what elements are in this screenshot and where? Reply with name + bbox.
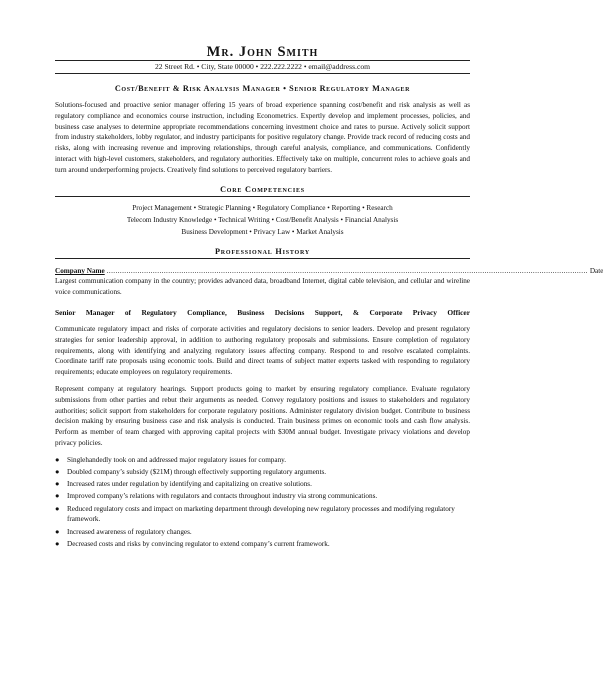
job-title: Senior Manager of Regulatory Compliance, Business Decisions Support, & Corporate Privacy Officer	[55, 308, 470, 318]
company-row	[55, 266, 603, 276]
section-divider	[55, 258, 470, 259]
competency-line: Project Management • Strategic Planning • Regulatory Compliance • Reporting • Research	[132, 203, 393, 212]
company-description: Largest communication company in the country; provides advanced data, broadband Internet, digital cable television, and cellular and wireline voice communications.	[55, 277, 470, 297]
resume-page	[55, 44, 603, 551]
achievement-text: Singlehandedly took on and addressed major regulatory issues for company.	[67, 455, 287, 464]
achievement-text: Increased rates under regulation by identifying and capitalizing on creative solutions.	[67, 480, 312, 489]
achievement-item	[55, 491, 470, 502]
contact-line: 22 Street Rd. • City, State 00000 • 222.222.2222 • email@address.com	[55, 60, 470, 74]
competency-line: Business Development • Privacy Law • Market Analysis	[181, 228, 344, 237]
bullet-icon: ●	[55, 454, 60, 464]
job-paragraph: Represent company at regulatory hearings. Support products going to market by ensuring regulatory compliance. Evaluate regulatory submissions from other parties and rebut their arguments as needed. Convey regulatory positions and issues to stakeholders and regulatory authorities; solicit support from stakeholders for corporate regulatory positions. Administer regulatory division budget. Contribute to business decision making by ensuring business case and risk analysis is conducted. Train business primes on economic tools and cash flow analysis. Perform as member of team charged with approving capital projects with $30M annual budget. Investigate privacy violations and develop privacy policies.	[55, 385, 470, 448]
job-paragraph: Communicate regulatory impact and risks of corporate activities and regulatory decisions to senior leaders. Develop and present regulatory strategies for senior leadership approval, in addition to authoring regulatory proposals and submissions. Ensure completion of regulatory requirements, along with identifying and analyzing regulatory issues affecting company. Respond to and resolve escalated complaints. Coordinate tariff rate proposals using economic tools. Build and direct teams of subject matter experts tasked with responding to regulatory requirements; educate employees on regulatory requirements.	[55, 325, 470, 377]
section-divider	[55, 196, 470, 197]
dot-leader: ...........................................................................................................................................................................................................................	[106, 267, 588, 276]
candidate-name: Mr. John Smith	[206, 44, 319, 60]
company-name: Company Name	[55, 267, 105, 276]
bullet-icon: ●	[55, 503, 60, 513]
achievement-item	[55, 479, 470, 490]
achievement-item	[55, 527, 470, 538]
headline: Cost/Benefit & Risk Analysis Manager • Senior Regulatory Manager	[114, 84, 411, 93]
bullet-icon: ●	[55, 479, 60, 489]
section-title-history: Professional History	[214, 247, 311, 257]
competencies-list	[55, 202, 470, 239]
bullet-icon: ●	[55, 538, 60, 548]
achievement-text: Decreased costs and risks by convincing regulator to extend company’s current framework.	[67, 539, 330, 548]
bullet-icon: ●	[55, 526, 60, 536]
achievement-item	[55, 539, 470, 550]
employment-date: Date	[589, 267, 603, 276]
achievements-list	[55, 455, 470, 550]
bullet-icon: ●	[55, 491, 60, 501]
achievement-text: Doubled company’s subsidy ($21M) through effectively supporting regulatory arguments.	[67, 468, 327, 477]
achievement-item	[55, 467, 470, 478]
section-title-competencies: Core Competencies	[220, 184, 305, 194]
achievement-text: Increased awareness of regulatory changes.	[67, 527, 192, 536]
summary-paragraph: Solutions-focused and proactive senior manager offering 15 years of broad experience spanning cost/benefit and risk analysis as well as regulatory compliance and economics course instruction, including Econometrics. Expertly develop and implement processes, policies, and business case analyses to determine appropriate recommendations concerning investment choice and rates to pursue. Actively solicit support from industry stakeholders, lobby regulator, and industry participants for positive regulatory change. Provide track record of reducing costs and risks, along with increasing revenue and improving relationships, through careful analysis, compliance, and communications. Confidently interact with high-level customers, stakeholders, and regulatory authorities. Effectively take on multiple, concurrent roles to achieve goals and turn around underperforming projects. Creatively find solutions to perceived regulatory barriers.	[55, 101, 470, 174]
achievement-text: Reduced regulatory costs and impact on marketing department through developing new regulatory processes and modifying regulatory framework.	[67, 504, 455, 524]
achievement-text: Improved company’s relations with regulators and contacts throughout industry via strong communications.	[67, 492, 378, 501]
competency-line: Telecom Industry Knowledge • Technical Writing • Cost/Benefit Analysis • Financial Analysis	[126, 215, 399, 224]
achievement-item	[55, 455, 470, 466]
bullet-icon: ●	[55, 467, 60, 477]
achievement-item	[55, 504, 470, 526]
